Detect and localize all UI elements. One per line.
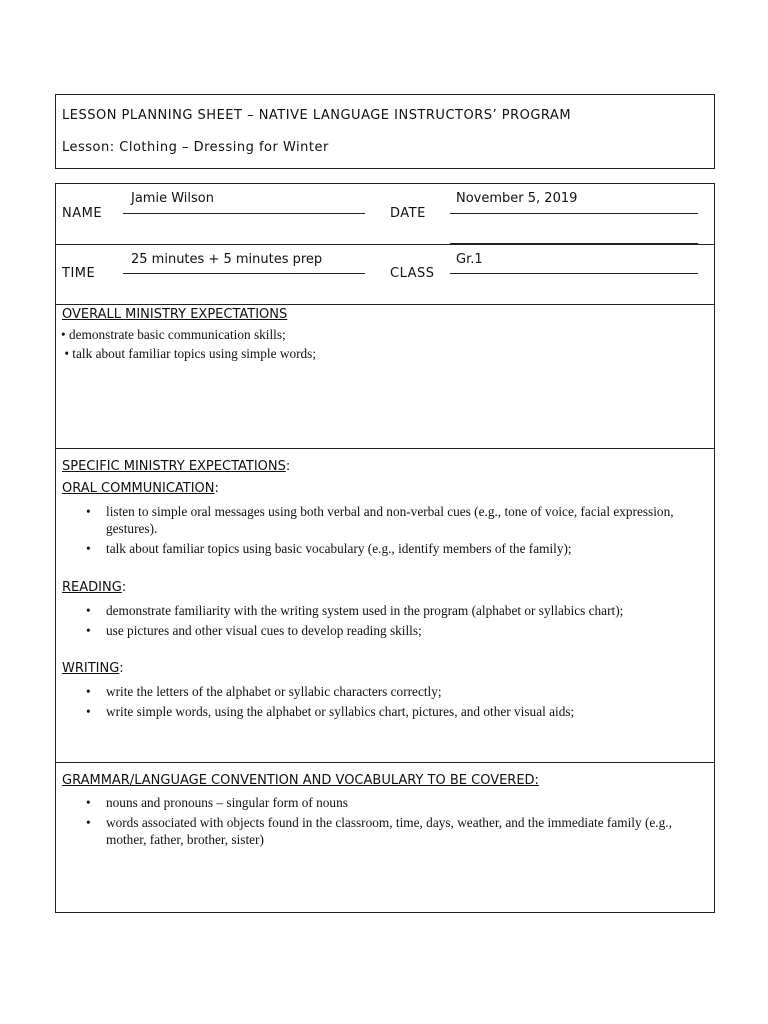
reading-item: • use pictures and other visual cues to develop reading skills;	[56, 622, 706, 639]
reading-item: • demonstrate familiarity with the writing system used in the program (alphabet or syllabics chart);	[56, 602, 706, 619]
specific-heading-wrap: SPECIFIC MINISTRY EXPECTATIONS:	[62, 459, 291, 474]
oral-item: • talk about familiar topics using basic vocabulary (e.g., identify members of the family);	[56, 540, 696, 557]
reading-list	[56, 602, 706, 639]
lesson-title: Lesson: Clothing – Dressing for Winter	[62, 140, 329, 155]
writing-heading-wrap: WRITING:	[62, 661, 124, 676]
name-underline	[123, 213, 365, 214]
oral-heading-wrap: ORAL COMMUNICATION:	[62, 481, 219, 496]
name-label: NAME	[62, 206, 103, 221]
reading-heading-wrap: READING:	[62, 580, 127, 595]
grammar-list	[56, 794, 696, 848]
section-divider	[56, 762, 714, 763]
class-underline	[450, 273, 698, 274]
overall-item: • demonstrate basic communication skills;	[61, 327, 286, 342]
section-divider	[56, 304, 714, 305]
date-label: DATE	[390, 206, 426, 221]
overall-list	[61, 326, 316, 362]
grammar-heading: GRAMMAR/LANGUAGE CONVENTION AND VOCABULARY TO BE COVERED:	[62, 773, 539, 788]
class-value: Gr.1	[456, 252, 483, 267]
oral-list	[56, 503, 696, 557]
grammar-item: • nouns and pronouns – singular form of nouns	[56, 794, 696, 811]
class-label: CLASS	[390, 266, 435, 281]
date-underline	[450, 213, 698, 214]
grammar-item: • words associated with objects found in the classroom, time, days, weather, and the immediate family (e.g., mother, father, brother, sister)	[56, 814, 696, 848]
overall-heading: OVERALL MINISTRY EXPECTATIONS	[62, 307, 288, 322]
time-underline	[123, 273, 365, 274]
lesson-form	[55, 183, 715, 913]
time-label: TIME	[62, 266, 96, 281]
oral-item: • listen to simple oral messages using both verbal and non-verbal cues (e.g., tone of voice, facial expression, gestures).	[56, 503, 696, 537]
program-title: LESSON PLANNING SHEET – NATIVE LANGUAGE INSTRUCTORS’ PROGRAM	[62, 108, 572, 123]
overall-item: • talk about familiar topics using simple words;	[61, 346, 317, 361]
date-value: November 5, 2019	[456, 191, 578, 206]
row-divider	[56, 244, 714, 245]
writing-item: • write simple words, using the alphabet or syllabics chart, pictures, and other visual aids;	[56, 703, 706, 720]
oral-heading: ORAL COMMUNICATION	[62, 481, 215, 496]
header-box	[55, 94, 715, 169]
section-divider	[56, 448, 714, 449]
specific-heading: SPECIFIC MINISTRY EXPECTATIONS	[62, 459, 286, 474]
writing-item: • write the letters of the alphabet or syllabic characters correctly;	[56, 683, 706, 700]
writing-list	[56, 683, 706, 720]
name-value: Jamie Wilson	[131, 191, 214, 206]
writing-heading: WRITING	[62, 661, 120, 676]
reading-heading: READING	[62, 580, 122, 595]
time-value: 25 minutes + 5 minutes prep	[131, 252, 323, 267]
